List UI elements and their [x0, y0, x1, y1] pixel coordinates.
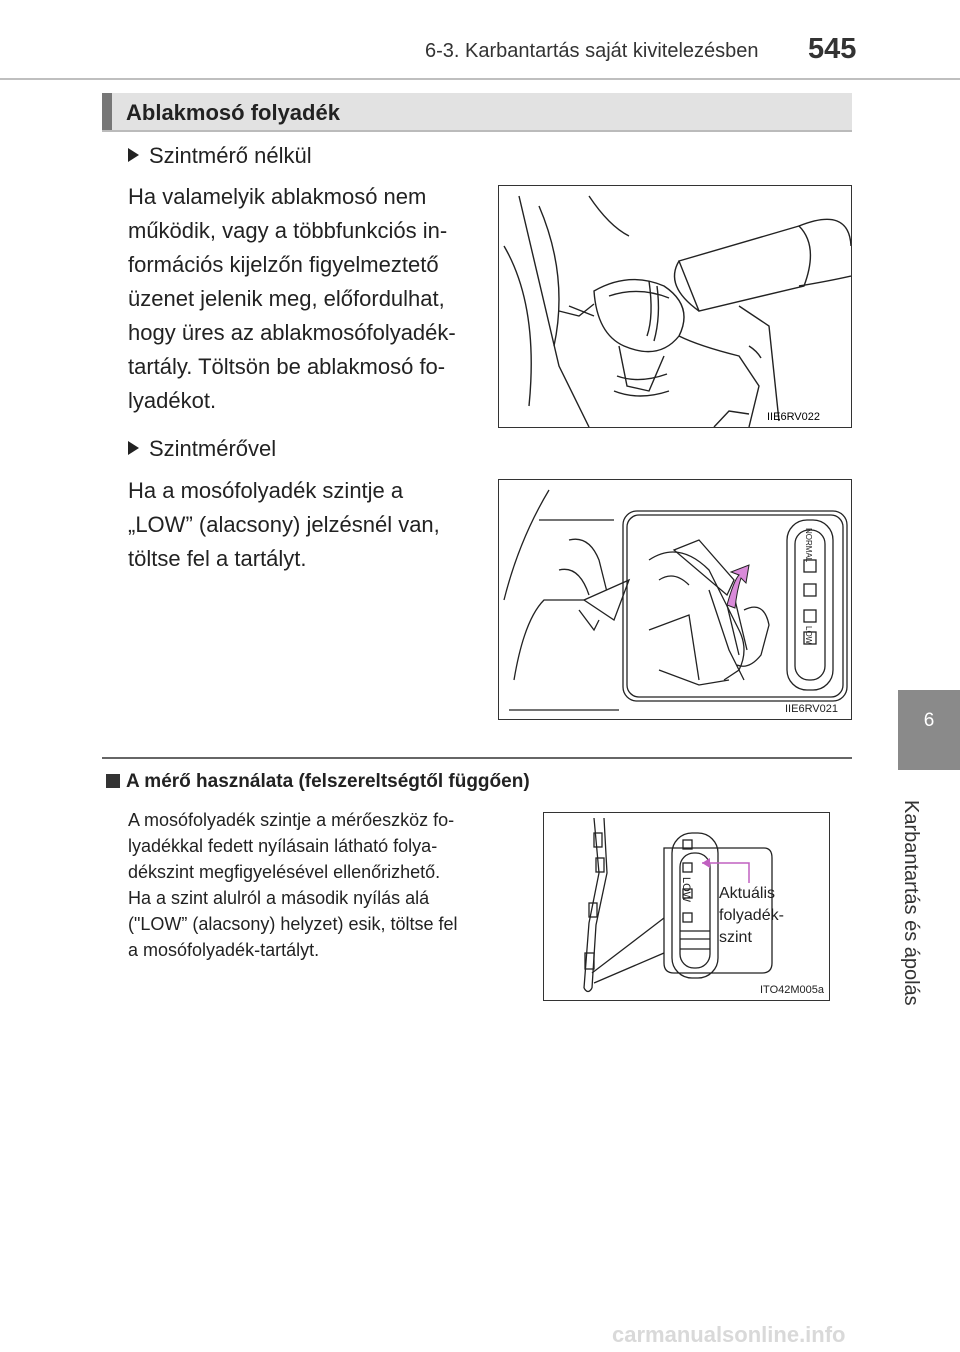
- text-line: A mosófolyadék szintje a mérőeszköz fo-: [128, 810, 455, 830]
- figure-code: IIE6RV022: [767, 411, 821, 423]
- text-line: Ha a szint alulról a második nyílás alá: [128, 888, 430, 908]
- section-header: [102, 93, 852, 131]
- running-header: 6-3. Karbantartás saját kivitelezésben: [425, 40, 759, 62]
- callout-line: Aktuális: [719, 885, 776, 902]
- paragraph-no-gauge: [128, 180, 476, 418]
- text-line: töltse fel a tartályt.: [128, 546, 307, 571]
- callout-label: [719, 883, 784, 949]
- site-watermark: carmanualsonline.info: [612, 1322, 846, 1347]
- text-line: formációs kijelzőn figyelmeztető: [128, 252, 439, 277]
- text-line: lyadékot.: [128, 388, 217, 413]
- section-accent: [102, 93, 112, 131]
- bullet-with-gauge: [128, 436, 276, 462]
- text-line: dékszint megfigyelésével ellenőrizhető.: [128, 862, 441, 882]
- illustration-gauge-detail: [544, 813, 829, 1000]
- bullet-triangle-icon: [128, 148, 139, 162]
- illustration-pouring-fluid: [499, 186, 851, 427]
- paragraph-with-gauge: [128, 474, 476, 576]
- bullet-text: Szintmérővel: [149, 436, 277, 461]
- figure-pouring-fluid: [498, 185, 852, 428]
- gauge-label-normal: NORMAL: [804, 528, 813, 563]
- subsection-heading: [106, 771, 530, 793]
- figure-code: ITO42M005a: [760, 984, 825, 996]
- callout-arrow-icon: [702, 858, 710, 868]
- bullet-triangle-icon: [128, 441, 139, 455]
- text-line: működik, vagy a többfunkciós in-: [128, 218, 448, 243]
- text-line: hogy üres az ablakmosófolyadék-: [128, 320, 456, 345]
- paragraph-gauge-usage: [128, 807, 518, 963]
- header-rule: [0, 78, 960, 80]
- chapter-side-label: [899, 800, 939, 1006]
- text-line: a mosófolyadék-tartályt.: [128, 940, 320, 960]
- text-line: „LOW” (alacsony) jelzésnél van,: [128, 512, 440, 537]
- text-line: tartály. Töltsön be ablakmosó fo-: [128, 354, 446, 379]
- square-bullet-icon: [106, 774, 120, 788]
- section-underline: [102, 130, 852, 132]
- gauge-label-low: LOW: [680, 877, 692, 903]
- gauge-label-low: LOW: [804, 626, 813, 645]
- illustration-gauge-check: [499, 480, 851, 719]
- bullet-text: Szintmérő nélkül: [149, 143, 312, 168]
- figure-gauge-check: [498, 479, 852, 720]
- text-line: ("LOW” (alacsony) helyzet) esik, töltse fel: [128, 914, 458, 934]
- text-line: Ha valamelyik ablakmosó nem: [128, 184, 427, 209]
- page-number: 545: [808, 33, 857, 65]
- subsection-heading-text: A mérő használata (felszereltségtől függően): [126, 771, 530, 792]
- chapter-side-label-text: Karbantartás és ápolás: [900, 800, 922, 1006]
- section-title: Ablakmosó folyadék: [126, 100, 340, 125]
- figure-code: IIE6RV021: [785, 703, 839, 715]
- callout-line: szint: [719, 929, 752, 946]
- section-divider: [102, 757, 852, 759]
- figure-gauge-detail: [543, 812, 830, 1001]
- text-line: Ha a mosófolyadék szintje a: [128, 478, 404, 503]
- text-line: lyadékkal fedett nyílásain látható folya-: [128, 836, 438, 856]
- chapter-tab: 6: [898, 690, 960, 770]
- bullet-without-gauge: [128, 143, 312, 169]
- callout-line: folyadék-: [719, 907, 784, 924]
- text-line: üzenet jelenik meg, előfordulhat,: [128, 286, 445, 311]
